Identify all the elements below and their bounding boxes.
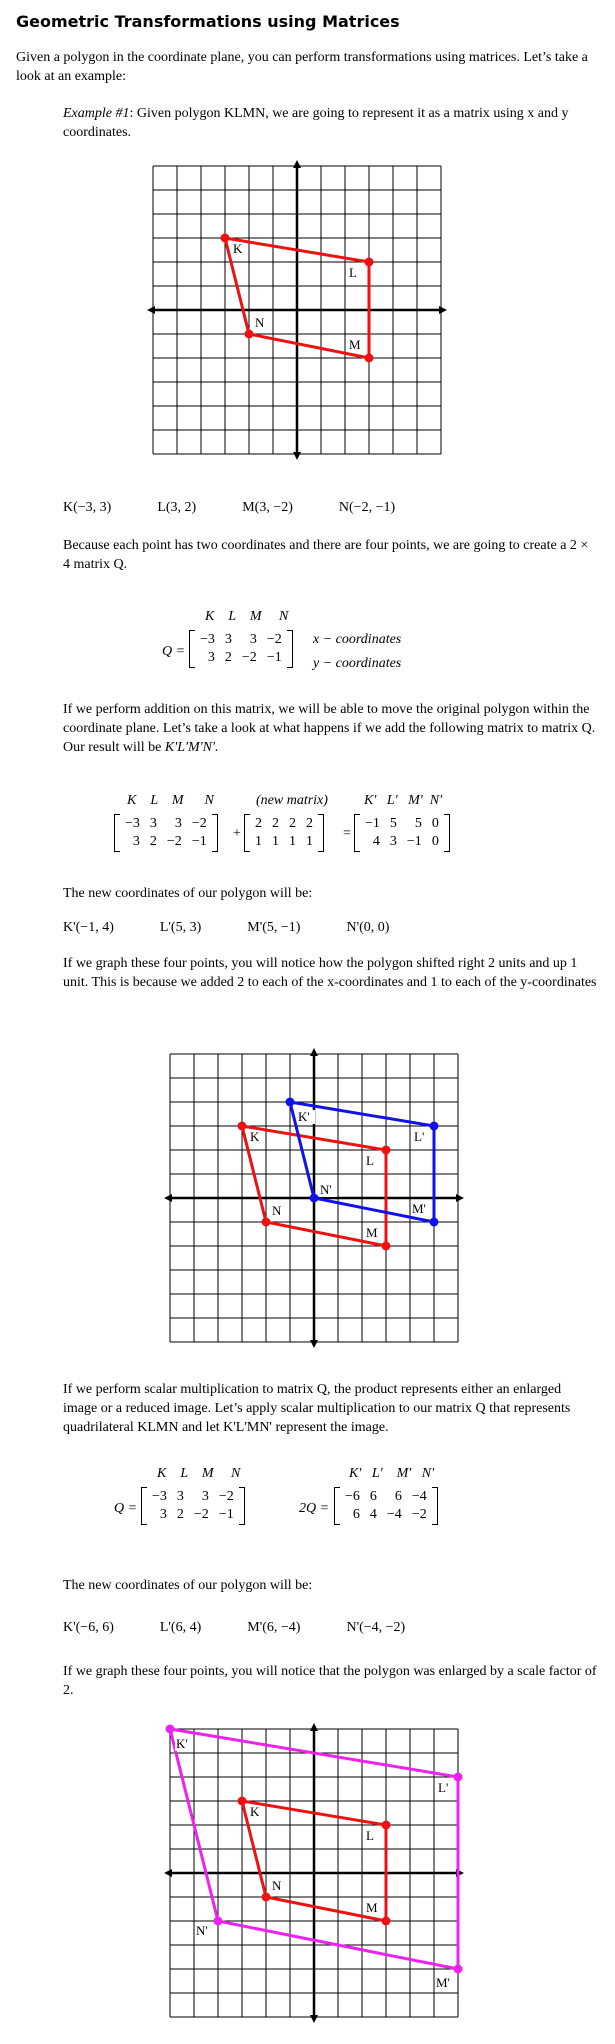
label-n: N	[272, 1203, 282, 1218]
label-l: L	[349, 265, 357, 280]
label-m-prime: M'	[412, 1201, 426, 1216]
y-axis-arrow	[310, 1723, 318, 1731]
label-n-prime: N'	[196, 1923, 208, 1938]
label-m-prime: M'	[436, 1975, 450, 1990]
addition-text: If we perform addition on this matrix, we will be able to move the original polygon within the coordinate plane. Let’s take a look at what happens if we add the following matrix to matrix Q. Our result will be	[63, 702, 596, 755]
matrix-translation-cell: 2	[289, 816, 296, 831]
scalar-q-name: Q =	[114, 1501, 138, 1516]
label-n-prime: N'	[320, 1182, 332, 1197]
x-coordinates-label: x − coordinates	[313, 632, 402, 647]
polygon-scaled-vertex	[166, 1725, 175, 1734]
matrix-q-cell: 3	[224, 632, 232, 647]
addition-headers-right: K' L' M' N'	[364, 793, 443, 808]
matrix-translation-cell: 2	[272, 816, 279, 831]
matrix-translation-cell: 1	[272, 834, 279, 849]
matrix-q-cell: 3	[249, 632, 257, 647]
matrix-translated-cell: 3	[389, 834, 397, 849]
shift-paragraph: If we graph these four points, you will notice how the polygon shifted right 2 units and up 1 unit. This is because we added 2 to each of the x-coordinates and 1 to each of the y-coordinates	[63, 956, 597, 990]
intro-paragraph: Given a polygon in the coordinate plane, you can perform transformations using matrices. Let’s take a look at an example:	[16, 50, 588, 84]
matrix-translated-cell: 0	[431, 816, 439, 831]
matrix-translated-cell: −1	[406, 834, 422, 849]
label-k-prime: K'	[176, 1736, 188, 1751]
coord-k-2: K'(−6, 6)	[63, 1620, 114, 1635]
matrix-translation-cell: 2	[306, 816, 313, 831]
label-l-prime: L'	[414, 1129, 425, 1144]
label-l: L	[366, 1828, 374, 1843]
scalar-matrix-q-cell: −1	[218, 1507, 234, 1522]
coord-n: N(−2, −1)	[338, 500, 396, 515]
new-matrix-label: (new matrix)	[256, 793, 328, 808]
polygon-scaled-vertex	[454, 1965, 463, 1974]
label-k: K	[250, 1129, 260, 1144]
polygon-scaled-vertex	[454, 1773, 463, 1782]
polygon-klmn-vertex	[382, 1821, 391, 1830]
y-axis-arrow	[310, 2015, 318, 2023]
label-l-prime: L'	[438, 1780, 449, 1795]
matrix-translated-cell: 5	[414, 816, 422, 831]
new-coords-label-2: The new coordinates of our polygon will be:	[63, 1578, 313, 1593]
label-l: L	[366, 1153, 374, 1168]
matrix-translation-cell: 1	[306, 834, 313, 849]
scalar-matrix-2q-cell: 6	[369, 1489, 377, 1504]
coord-k-prime: K'(−1, 4)	[63, 920, 114, 935]
label-m: M	[349, 337, 361, 352]
coord-k: K(−3, 3)	[63, 500, 112, 515]
coord-n-prime: N'(0, 0)	[346, 920, 390, 935]
coord-l-2: L'(6, 4)	[159, 1620, 202, 1635]
scalar-matrix-2q-cell: 4	[369, 1507, 377, 1522]
example-label: Example #1	[63, 106, 130, 121]
polygon-scaled-vertex	[214, 1917, 223, 1926]
polygon-klmn-vertex	[238, 1797, 247, 1806]
y-coordinates-label: y − coordinates	[313, 656, 402, 671]
equals-sign: =	[343, 826, 351, 841]
enlarge-paragraph: If we graph these four points, you will notice that the polygon was enlarged by a scale factor of 2.	[63, 1664, 597, 1698]
scalar-matrix-2q-cell: −2	[411, 1507, 427, 1522]
scalar-matrix-2q-cell: −4	[411, 1489, 427, 1504]
scalar-matrix-2q-cell: −6	[345, 1489, 360, 1504]
x-axis-arrow	[164, 1869, 172, 1877]
label-k: K	[250, 1804, 260, 1819]
scalar-matrix-q-cell: 2	[176, 1507, 184, 1522]
matrix-q-addend-cell: 2	[149, 834, 157, 849]
label-n: N	[255, 315, 265, 330]
polygon-klmn-vertex	[382, 1917, 391, 1926]
label-k-prime: K'	[298, 1109, 310, 1124]
matrix-translation-cell: 1	[289, 834, 296, 849]
scalar-matrix-q-cell: 3	[176, 1489, 184, 1504]
matrix-translated-cell: 5	[389, 816, 397, 831]
page-title: Geometric Transformations using Matrices	[16, 12, 400, 31]
matrix-translation-cell: 1	[255, 834, 262, 849]
scalar-matrix-q-cell: 3	[159, 1507, 167, 1522]
scalar-matrix-q-cell: −2	[218, 1489, 234, 1504]
matrix-intro-paragraph: Because each point has two coordinates and there are four points, we are going to create a 2 × 4 matrix Q.	[63, 538, 589, 572]
coord-l-prime: L'(5, 3)	[159, 920, 202, 935]
addition-headers-left: K L M N	[127, 793, 214, 808]
scalar-matrix-2q-cell: −4	[386, 1507, 402, 1522]
matrix-q-cell: 2	[224, 650, 232, 665]
matrix-translated-cell: 4	[372, 834, 380, 849]
coord-m-prime: M'(5, −1)	[247, 920, 301, 935]
scalar-matrix-2q-cell: 6	[352, 1507, 360, 1522]
matrix-translated-cell: −1	[365, 816, 380, 831]
scalar-2q-name: 2Q =	[299, 1501, 330, 1516]
scalar-2q-headers: K' L' M' N'	[349, 1466, 435, 1481]
matrix-q-addend-cell: −2	[191, 816, 207, 831]
coord-m-2: M'(6, −4)	[247, 1620, 301, 1635]
label-n: N	[272, 1878, 282, 1893]
matrix-q-cell: −1	[266, 650, 282, 665]
matrix-q-addend-cell: 3	[174, 816, 182, 831]
matrix-q-addend-cell: 3	[132, 834, 140, 849]
scalar-matrix-q-cell: 3	[201, 1489, 209, 1504]
scalar-matrix-q-cell: −2	[193, 1507, 209, 1522]
matrix-q-cell: 3	[207, 650, 215, 665]
scalar-matrix-q-cell: −3	[152, 1489, 167, 1504]
label-m: M	[366, 1900, 378, 1915]
matrix-q-cell: −2	[266, 632, 282, 647]
matrix-q-headers: K L M N	[205, 609, 289, 624]
matrix-q-cell: −2	[241, 650, 257, 665]
matrix-q-name: Q =	[162, 644, 186, 659]
new-coords-label-1: The new coordinates of our polygon will be:	[63, 886, 313, 901]
label-m: M	[366, 1225, 378, 1240]
addition-result-label: K'L'M'N'.	[164, 740, 219, 755]
matrix-q-addend-cell: −3	[125, 816, 140, 831]
matrix-translation-cell: 2	[255, 816, 262, 831]
matrix-q-addend-cell: −1	[191, 834, 207, 849]
label-k: K	[233, 241, 243, 256]
coord-m: M(3, −2)	[242, 500, 293, 515]
coord-n-2: N'(−4, −2)	[346, 1620, 406, 1635]
polygon-klmn-vertex	[262, 1893, 271, 1902]
matrix-q-addend-cell: −2	[166, 834, 182, 849]
matrix-translated-cell: 0	[431, 834, 439, 849]
matrix-q-cell: −3	[200, 632, 215, 647]
example-text: : Given polygon KLMN, we are going to represent it as a matrix using x and y coordinates.	[63, 106, 569, 140]
matrix-q-addend-cell: 3	[149, 816, 157, 831]
coord-l: L(3, 2)	[157, 500, 197, 515]
scalar-paragraph: If we perform scalar multiplication to matrix Q, the product represents either an enlarged image or a reduced image. Let’s apply scalar multiplication to our matrix Q that represents quadrilateral KLMN and let K'L'MN' represent the image.	[63, 1382, 571, 1435]
plus-sign: +	[233, 826, 241, 841]
scalar-matrix-2q-cell: 6	[394, 1489, 402, 1504]
scalar-q-headers: K L M N	[157, 1466, 241, 1481]
